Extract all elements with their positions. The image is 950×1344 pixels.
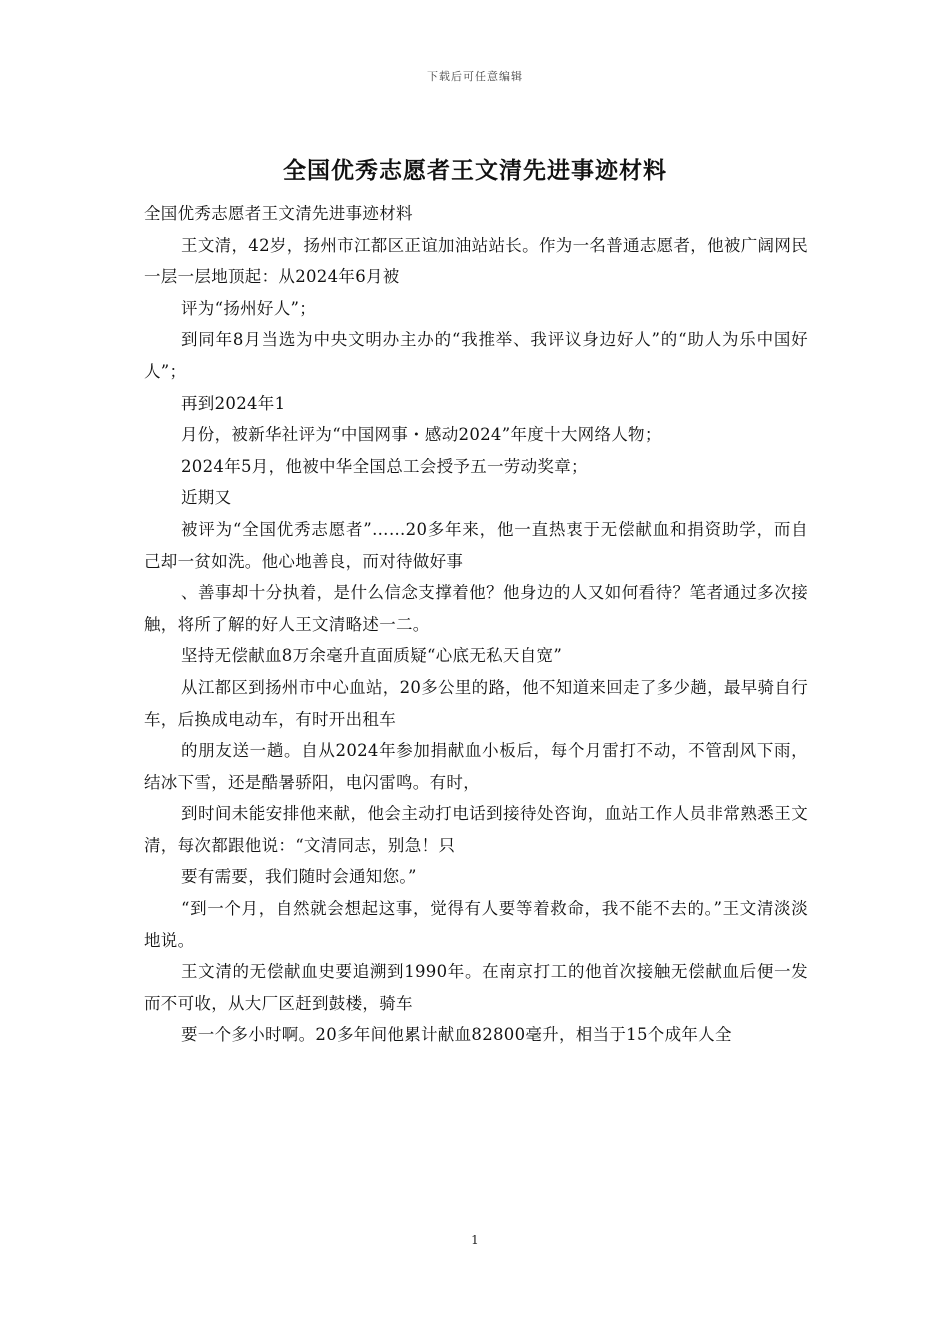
body-paragraph: 王文清的无偿献血史要追溯到1990年。在南京打工的他首次接触无偿献血后便一发而不可收，从大厂区赶到鼓楼，骑车 — [144, 962, 808, 1013]
body-paragraph: 近期又 — [181, 488, 232, 508]
page-header-note: 下载后可任意编辑 — [427, 70, 523, 83]
document-body — [144, 198, 808, 1051]
body-paragraph: 要有需要，我们随时会通知您。” — [181, 867, 417, 887]
body-paragraph: 到时间未能安排他来献，他会主动打电话到接待处咨询，血站工作人员非常熟悉王文清，每次都跟他说：“文清同志，别急！只 — [144, 804, 808, 855]
body-paragraph: 再到2024年1 — [181, 393, 286, 413]
body-paragraph: “到一个月，自然就会想起这事，觉得有人要等着救命，我不能不去的。”王文清淡淡地说。 — [144, 899, 808, 950]
body-paragraph: 全国优秀志愿者王文清先进事迹材料 — [144, 204, 413, 223]
body-paragraph: 从江都区到扬州市中心血站，20多公里的路，他不知道来回走了多少趟，最早骑自行车，后换成电动车，有时开出租车 — [144, 677, 808, 729]
page-number: 1 — [471, 1233, 479, 1247]
body-paragraph: 2024年5月，他被中华全国总工会授予五一劳动奖章； — [181, 456, 588, 476]
section-heading: 坚持无偿献血8万余毫升直面质疑“心底无私天自宽” — [181, 646, 563, 666]
body-paragraph: 、善事却十分执着，是什么信念支撑着他？他身边的人又如何看待？笔者通过多次接触，将所了解的好人王文清略述一二。 — [144, 583, 808, 634]
body-paragraph: 的朋友送一趟。自从2024年参加捐献血小板后，每个月雷打不动，不管刮风下雨，结冰下雪，还是酷暑骄阳，电闪雷鸣。有时， — [144, 741, 808, 792]
body-paragraph: 王文清，42岁，扬州市江都区正谊加油站站长。作为一名普通志愿者，他被广阔网民一层一层地顶起：从2024年6月被 — [144, 235, 808, 287]
body-paragraph: 评为“扬州好人”； — [181, 298, 317, 318]
body-paragraph: 要一个多小时啊。20多年间他累计献血82800毫升，相当于15个成年人全 — [181, 1025, 732, 1045]
body-paragraph: 到同年8月当选为中央文明办主办的“我推举、我评议身边好人”的“助人为乐中国好人”； — [144, 330, 808, 381]
body-paragraph: 被评为“全国优秀志愿者”……20多年来，他一直热衷于无偿献血和捐资助学，而自己却一贫如洗。他心地善良，而对待做好事 — [144, 519, 808, 571]
body-paragraph: 月份，被新华社评为“中国网事・感动2024”年度十大网络人物； — [181, 425, 662, 445]
document-title: 全国优秀志愿者王文清先进事迹材料 — [283, 158, 667, 184]
